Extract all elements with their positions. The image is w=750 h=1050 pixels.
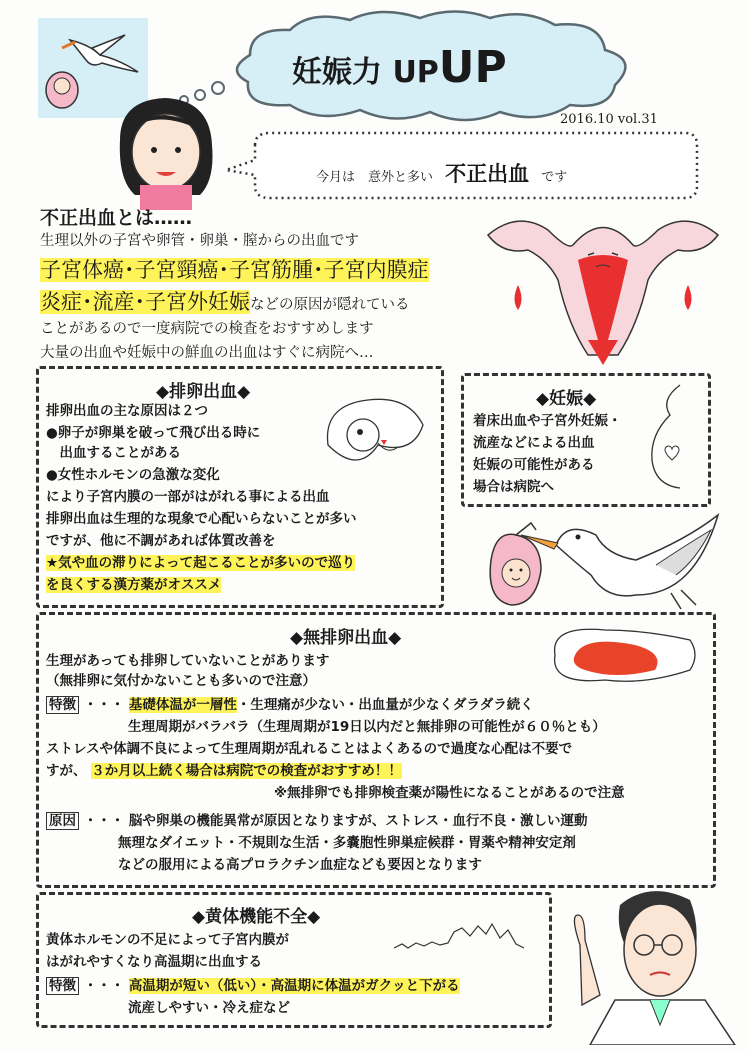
month-topic-label: 不正出血 <box>445 162 530 186</box>
issue-number: 2016.10 vol.31 <box>560 112 658 127</box>
stork-small-icon <box>38 18 148 118</box>
feature-tag: 特徴 <box>46 696 79 714</box>
pregnancy-l1: 着床出血や子宮外妊娠・ <box>473 413 622 429</box>
anovulation-l1: 生理があっても排卵していないことがあります <box>46 653 330 669</box>
luteal-title: ◆黄体機能不全◆ <box>192 907 321 927</box>
anovulation-l8 <box>46 812 588 830</box>
ovulation-title: ◆排卵出血◆ <box>156 382 251 402</box>
anovulation-l9: 無理なダイエット・不規則な生活・多嚢胞性卵巣症候群・胃薬や精神安定剤 <box>118 835 576 851</box>
uterus-icon <box>478 205 728 370</box>
intro-heading: 不正出血とは…… <box>40 207 193 229</box>
intro-line3: ことがあるので一度病院での検査をおすすめします <box>40 321 374 337</box>
stork-baby-icon <box>486 505 728 615</box>
intro-line1: 生理以外の子宮や卵管・卵巣・膣からの出血です <box>40 233 359 249</box>
anovulation-title: ◆無排卵出血◆ <box>290 628 402 648</box>
ovulation-l8-highlight: ★気や血の滞りによって起こることが多いので巡り <box>46 555 356 571</box>
ovulation-l6: 排卵出血は生理的な現象で心配いらないことが多い <box>46 511 357 527</box>
intro-causes1 <box>40 256 429 284</box>
pregnant-belly-icon <box>640 380 702 492</box>
luteal-highlight: 高温期が短い（低い）・高温期に体温がガクッと下がる <box>128 978 460 994</box>
causes2-highlight: 炎症･流産･子宮外妊娠 <box>40 290 250 314</box>
cause-dots: ・・・ <box>83 813 125 829</box>
luteal-l4: 流産しやすい・冷え症など <box>128 1000 290 1016</box>
intro-line4: 大量の出血や妊娠中の鮮血の出血はすぐに病院へ… <box>40 345 374 361</box>
cause-text: 脳や卵巣の機能異常が原因となりますが、ストレス・血行不良・激しい運動 <box>128 813 588 829</box>
month-suffix: です <box>541 170 568 185</box>
ovulation-l8 <box>46 554 355 572</box>
ovulation-l5: により子宮内膜の一部がはがれる事による出血 <box>46 489 330 505</box>
intro-causes2 <box>40 288 410 319</box>
pad-icon <box>545 615 705 695</box>
pregnancy-l4: 場合は病院へ <box>473 479 554 495</box>
anovulation-l10: などの服用による高プロラクチン血症なども要因となります <box>118 857 482 873</box>
page-title <box>292 42 507 93</box>
anovulation-l6 <box>46 762 402 780</box>
causes2-rest: などの原因が隠れている <box>250 297 410 313</box>
ovulation-l9-highlight: を良くする漢方薬がオススメ <box>46 577 222 593</box>
month-prefix: 今月は 意外と多い <box>316 170 434 185</box>
ovulation-l1: 排卵出血の主な原因は２つ <box>46 403 208 419</box>
feature-rest: ・生理痛が少ない・出血量が少なくダラダラ続く <box>236 697 534 713</box>
ovulation-l9 <box>46 576 221 594</box>
ovary-icon <box>318 385 430 477</box>
luteal-l2: はがれやすくなり高温期に出血する <box>46 954 262 970</box>
cause-tag: 原因 <box>46 812 79 830</box>
feature-dots: ・・・ <box>83 697 125 713</box>
ovulation-l2: ●卵子が卵巣を破って飛び出る時に <box>46 425 261 441</box>
ovulation-l7: ですが、他に不調があれば体質改善を <box>46 533 276 549</box>
feature-highlight: 基礎体温が一層性 <box>128 697 237 713</box>
month-topic <box>316 158 567 188</box>
title-text: 妊娠力 UP <box>292 55 439 90</box>
luteal-l1: 黄体ホルモンの不足によって子宮内膜が <box>46 932 289 948</box>
woman-icon <box>120 98 213 210</box>
anovulation-l6-start: すが、 <box>46 763 87 779</box>
anovulation-l6-highlight: ３か月以上続く場合は病院での検査がおすすめ！！ <box>91 763 402 779</box>
temperature-chart-icon <box>392 918 532 958</box>
causes1-highlight: 子宮体癌･子宮頸癌･子宮筋腫･子宮内膜症 <box>40 258 429 282</box>
luteal-feature-tag: 特徴 <box>46 977 79 995</box>
anovulation-l2: （無排卵に気付かないことも多いので注意） <box>46 673 316 689</box>
pregnancy-l3: 妊娠の可能性がある <box>473 457 595 473</box>
luteal-dots: ・・・ <box>83 978 125 994</box>
luteal-l3 <box>46 977 460 995</box>
anovulation-l7: ※無排卵でも排卵検査薬が陽性になることがあるので注意 <box>274 785 625 801</box>
pregnancy-title: ◆妊娠◆ <box>536 389 597 409</box>
doctor-icon <box>560 875 748 1045</box>
anovulation-l4: 生理周期がバラバラ（生理周期が19日以内だと無排卵の可能性が６０％とも） <box>128 719 606 735</box>
ovulation-l4: ●女性ホルモンの急激な変化 <box>46 467 220 483</box>
anovulation-l5: ストレスや体調不良によって生理周期が乱れることはよくあるので過度な心配は不要で <box>46 741 573 757</box>
ovulation-l3: 出血することがある <box>46 445 181 461</box>
anovulation-l3 <box>46 696 534 714</box>
pregnancy-l2: 流産などによる出血 <box>473 435 595 451</box>
title-emphasis: UP <box>438 42 507 93</box>
